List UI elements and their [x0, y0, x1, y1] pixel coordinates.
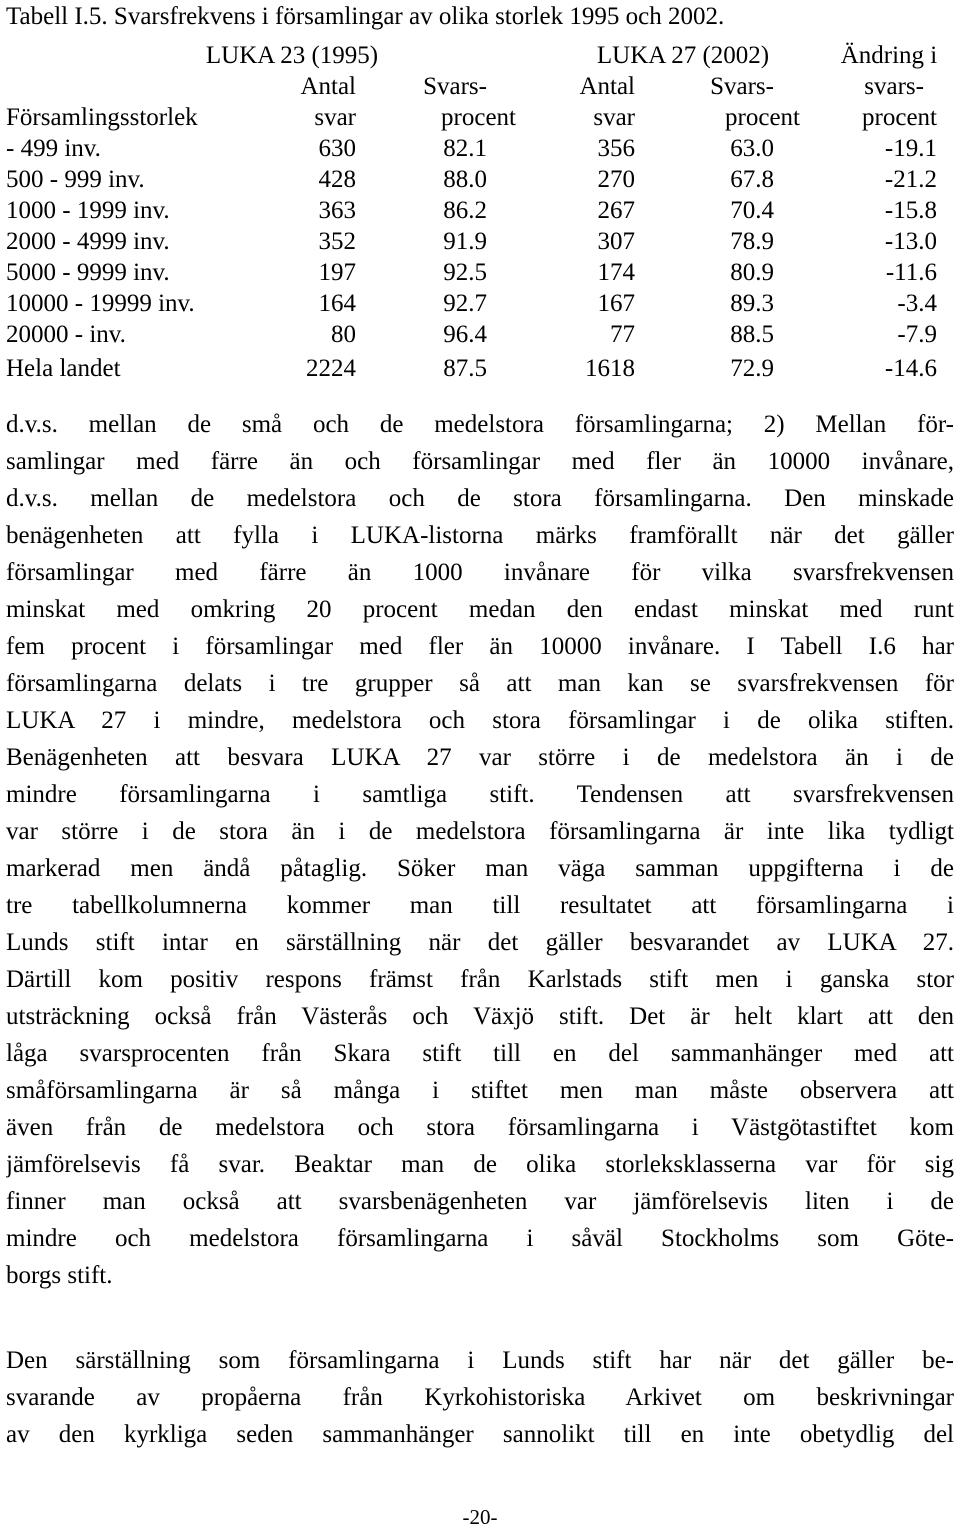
header-cell: Antal: [579, 73, 635, 100]
cell: 352: [318, 228, 356, 255]
cell: -13.0: [884, 228, 937, 255]
header-cell: procent: [725, 104, 800, 131]
table-row: [6, 319, 954, 350]
row-label: 2000 - 4999 inv.: [6, 228, 170, 255]
text-line: småförsamlingarna är så många i stiftet men man måste observera att: [6, 1077, 954, 1104]
header-cell: svar: [314, 104, 356, 131]
text-line: var större i de stora än i de medelstora församlingarna är inte lika tydligt: [6, 818, 954, 845]
header-cell: procent: [441, 104, 516, 131]
cell: -3.4: [897, 290, 937, 317]
cell: 80: [331, 321, 356, 348]
cell: 270: [597, 166, 635, 193]
cell: -21.2: [884, 166, 937, 193]
cell: 2224: [306, 355, 356, 382]
header-cell: procent: [862, 104, 937, 131]
text-line: Den särställning som församlingarna i Lunds stift har när det gäller be-: [6, 1347, 954, 1374]
table-row: [6, 226, 954, 257]
text-line: fem procent i församlingar med fler än 10000 invånare. I Tabell I.6 har: [6, 633, 954, 660]
cell: 96.4: [443, 321, 487, 348]
header-cell: svar: [593, 104, 635, 131]
text-line: låga svarsprocenten från Skara stift till en del sammanhänger med att: [6, 1040, 954, 1067]
cell: 167: [597, 290, 635, 317]
table-caption: Tabell I.5. Svarsfrekvens i församlingar av olika storlek 1995 och 2002.: [6, 3, 725, 30]
header-luka27: LUKA 27 (2002): [596, 42, 770, 69]
response-rate-table: [6, 40, 954, 384]
text-line: mindre och medelstora församlingarna i såväl Stockholms som Göte-: [6, 1225, 954, 1252]
cell: 77: [610, 321, 635, 348]
cell: 88.0: [443, 166, 487, 193]
cell: 72.9: [730, 355, 774, 382]
cell: 92.7: [443, 290, 487, 317]
table-header-row-3: [6, 102, 954, 133]
row-label: 500 - 999 inv.: [6, 166, 145, 193]
table-header-row-2: [6, 71, 954, 102]
text-line: även från de medelstora och stora församlingarna i Västgötastiftet kom: [6, 1114, 954, 1141]
cell: 92.5: [443, 259, 487, 286]
cell: 164: [318, 290, 356, 317]
row-label: 1000 - 1999 inv.: [6, 197, 170, 224]
header-cell: Svars-: [423, 73, 487, 100]
text-line: benägenheten att fylla i LUKA-listorna märks framförallt när det gäller: [6, 522, 954, 549]
header-cell: Församlingsstorlek: [6, 104, 198, 131]
row-label: 5000 - 9999 inv.: [6, 259, 170, 286]
cell: 80.9: [730, 259, 774, 286]
text-line: jämförelsevis få svar. Beaktar man de olika storleksklasserna var för sig: [6, 1151, 954, 1178]
row-label: Hela landet: [6, 355, 121, 382]
second-paragraph: [6, 1342, 954, 1453]
table-header-row-1: [6, 40, 954, 71]
text-line: Därtill kom positiv respons främst från Karlstads stift men i ganska stor: [6, 966, 954, 993]
cell: -14.6: [884, 355, 937, 382]
body-paragraph: [6, 406, 954, 1294]
cell: 78.9: [730, 228, 774, 255]
cell: 70.4: [730, 197, 774, 224]
cell: -11.6: [885, 259, 937, 286]
table-row: [6, 133, 954, 164]
table-row-total: [6, 353, 954, 384]
text-line: av den kyrkliga seden sammanhänger sannolikt till en inte obetydlig del: [6, 1421, 954, 1448]
cell: 267: [597, 197, 635, 224]
text-line: församlingar med färre än 1000 invånare för vilka svarsfrekvensen: [6, 559, 954, 586]
header-cell: Svars-: [710, 73, 774, 100]
header-change: Ändring i: [840, 42, 938, 69]
cell: 174: [597, 259, 635, 286]
text-line: Lunds stift intar en särställning när det gäller besvarandet av LUKA 27.: [6, 929, 954, 956]
cell: -7.9: [897, 321, 937, 348]
text-line: församlingarna delats i tre grupper så att man kan se svarsfrekvensen för: [6, 670, 954, 697]
row-label: 10000 - 19999 inv.: [6, 290, 195, 317]
table-row: [6, 164, 954, 195]
header-cell: svars-: [864, 73, 924, 100]
text-line: borgs stift.: [6, 1262, 113, 1289]
header-luka23: LUKA 23 (1995): [205, 42, 379, 69]
cell: -15.8: [884, 197, 937, 224]
cell: 428: [318, 166, 356, 193]
cell: -19.1: [884, 135, 937, 162]
row-label: 20000 - inv.: [6, 321, 126, 348]
table-row: [6, 288, 954, 319]
cell: 363: [318, 197, 356, 224]
table-row: [6, 257, 954, 288]
text-line: d.v.s. mellan de små och de medelstora församlingarna; 2) Mellan för-: [6, 411, 954, 438]
text-line: minskat med omkring 20 procent medan den endast minskat med runt: [6, 596, 954, 623]
text-line: markerad men ändå påtaglig. Söker man väga samman uppgifterna i de: [6, 855, 954, 882]
cell: 630: [318, 135, 356, 162]
text-line: d.v.s. mellan de medelstora och de stora församlingarna. Den minskade: [6, 485, 954, 512]
text-line: utsträckning också från Västerås och Växjö stift. Det är helt klart att den: [6, 1003, 954, 1030]
cell: 88.5: [730, 321, 774, 348]
cell: 63.0: [730, 135, 774, 162]
cell: 67.8: [730, 166, 774, 193]
text-line: svarande av propåerna från Kyrkohistoriska Arkivet om beskrivningar: [6, 1384, 954, 1411]
cell: 197: [318, 259, 356, 286]
cell: 356: [597, 135, 635, 162]
cell: 86.2: [443, 197, 487, 224]
cell: 307: [597, 228, 635, 255]
cell: 1618: [585, 355, 635, 382]
cell: 89.3: [730, 290, 774, 317]
text-line: mindre församlingarna i samtliga stift. Tendensen att svarsfrekvensen: [6, 781, 954, 808]
table-row: [6, 195, 954, 226]
cell: 91.9: [443, 228, 487, 255]
row-label: - 499 inv.: [6, 135, 101, 162]
text-line: finner man också att svarsbenägenheten var jämförelsevis liten i de: [6, 1188, 954, 1215]
page-number: -20-: [462, 1505, 498, 1529]
text-line: tre tabellkolumnerna kommer man till resultatet att församlingarna i: [6, 892, 954, 919]
cell: 82.1: [443, 135, 487, 162]
cell: 87.5: [443, 355, 487, 382]
header-cell: Antal: [300, 73, 356, 100]
text-line: LUKA 27 i mindre, medelstora och stora församlingar i de olika stiften.: [6, 707, 954, 734]
text-line: Benägenheten att besvara LUKA 27 var större i de medelstora än i de: [6, 744, 954, 771]
text-line: samlingar med färre än och församlingar med fler än 10000 invånare,: [6, 448, 954, 475]
